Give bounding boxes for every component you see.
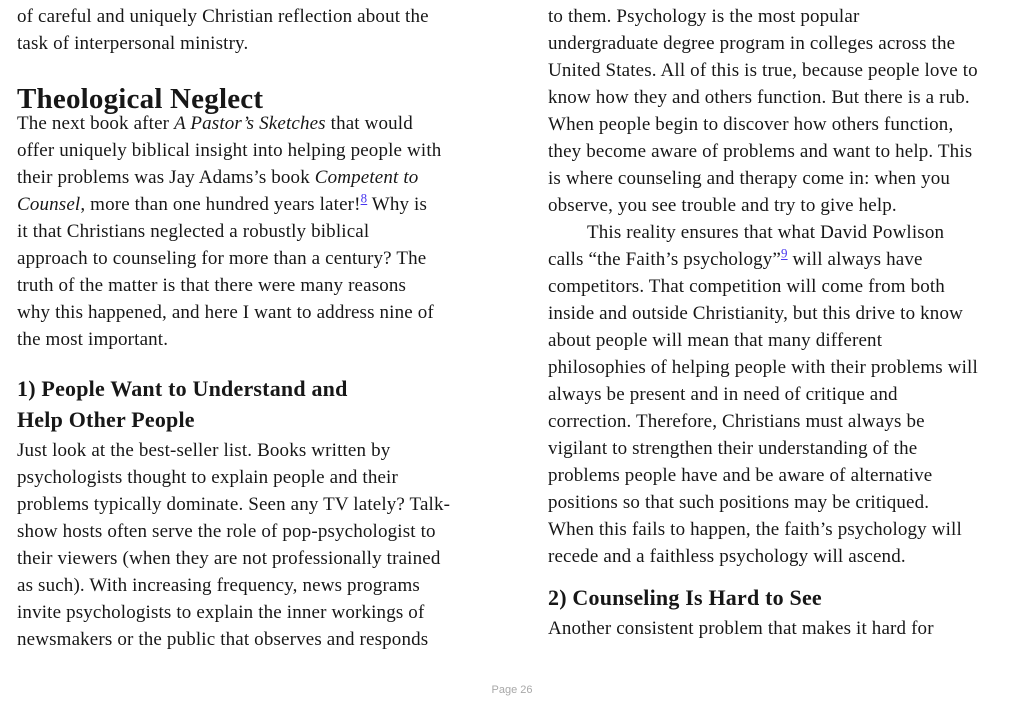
text-line	[17, 545, 493, 572]
text-run: newsmakers or the public that observes and responds	[17, 629, 429, 650]
text-run: A Pastor’s Sketches	[174, 113, 326, 134]
text-run: competitors. That competition will come from both	[548, 276, 945, 297]
footnote-link[interactable]: 8	[360, 190, 368, 206]
page-number: Page 26	[491, 684, 533, 696]
text-line	[548, 3, 1010, 30]
text-run: will always have	[787, 249, 923, 270]
text-line	[548, 516, 1010, 543]
text-line	[548, 543, 1010, 570]
text-run: inside and outside Christianity, but this drive to know	[548, 303, 963, 324]
text-line	[548, 408, 1010, 435]
text-run: calls “the Faith’s psychology”	[548, 249, 781, 270]
text-run: that would	[325, 113, 413, 134]
text-run: approach to counseling for more than a century? The	[17, 248, 427, 269]
text-line	[548, 165, 1010, 192]
text-run: their problems was Jay Adams’s book	[17, 167, 315, 188]
text-run: truth of the matter is that there were many reasons	[17, 275, 407, 296]
text-line	[548, 462, 1010, 489]
section-heading	[17, 81, 493, 115]
subsection-heading	[548, 582, 1010, 613]
heading-line: 2) Counseling Is Hard to See	[548, 585, 822, 610]
text-run: Why is	[367, 194, 428, 215]
text-run: problems people have and be aware of alternative	[548, 465, 933, 486]
text-line	[548, 435, 1010, 462]
subsection-heading	[17, 373, 493, 435]
text-run: their viewers (when they are not professionally trained	[17, 548, 441, 569]
text-run: always be present and in need of critique and	[548, 384, 898, 405]
text-line	[17, 191, 493, 218]
text-run: recede and a faithless psychology will ascend.	[548, 546, 906, 567]
text-run: Another consistent problem that makes it hard for	[548, 618, 934, 639]
text-line	[548, 327, 1010, 354]
paragraph	[17, 110, 493, 353]
text-line	[17, 164, 493, 191]
column-right	[548, 3, 1010, 642]
column-left	[17, 3, 493, 653]
paragraph	[548, 219, 1010, 570]
text-line	[17, 464, 493, 491]
text-run: United States. All of this is true, because people love to	[548, 60, 978, 81]
text-line	[548, 300, 1010, 327]
text-run: positions so that such positions may be critiqued.	[548, 492, 930, 513]
text-run: correction. Therefore, Christians must always be	[548, 411, 925, 432]
text-line	[548, 57, 1010, 84]
text-run: The next book after	[17, 113, 175, 134]
text-run: why this happened, and here I want to address nine of	[17, 302, 434, 323]
heading-line: Theological Neglect	[17, 83, 264, 115]
paragraph	[17, 437, 493, 653]
text-run: This reality ensures that what David Powlison	[587, 222, 945, 243]
text-line	[17, 245, 493, 272]
text-run: know how they and others function. But there is a rub.	[548, 87, 970, 108]
paragraph	[548, 615, 1010, 642]
text-run: offer uniquely biblical insight into helping people with	[17, 140, 442, 161]
text-line	[548, 30, 1010, 57]
text-line	[548, 192, 1010, 219]
text-run: vigilant to strengthen their understanding of the	[548, 438, 918, 459]
text-run: psychologists thought to explain people and their	[17, 467, 398, 488]
text-run: to them. Psychology is the most popular	[548, 6, 860, 27]
text-line	[17, 437, 493, 464]
text-run: it that Christians neglected a robustly biblical	[17, 221, 370, 242]
heading-line: 1) People Want to Understand and	[17, 376, 348, 401]
text-line	[548, 615, 1010, 642]
text-line	[17, 518, 493, 545]
footnote-link[interactable]: 9	[780, 245, 788, 261]
text-line	[17, 3, 493, 30]
text-run: invite psychologists to explain the inner workings of	[17, 602, 425, 623]
text-run: Just look at the best-seller list. Books written by	[17, 440, 391, 461]
text-run: the most important.	[17, 329, 169, 350]
text-run: undergraduate degree program in colleges across the	[548, 33, 956, 54]
text-line	[548, 111, 1010, 138]
text-run: Competent to	[314, 167, 419, 188]
text-run: philosophies of helping people with their problems will	[548, 357, 978, 378]
text-line	[17, 218, 493, 245]
text-run: Counsel	[17, 194, 81, 215]
text-run: observe, you see trouble and try to give help.	[548, 195, 897, 216]
text-run: task of interpersonal ministry.	[17, 33, 249, 54]
text-run: about people will mean that many different	[548, 330, 883, 351]
paragraph	[548, 3, 1010, 219]
heading-line: Help Other People	[17, 407, 195, 432]
text-line	[548, 489, 1010, 516]
text-line	[548, 219, 1010, 246]
text-line	[17, 572, 493, 599]
text-run: they become aware of problems and want to help. This	[548, 141, 973, 162]
text-line	[548, 354, 1010, 381]
text-run: problems typically dominate. Seen any TV lately? Talk-	[17, 494, 451, 515]
text-line	[17, 599, 493, 626]
text-run: When people begin to discover how others function,	[548, 114, 954, 135]
text-line	[548, 246, 1010, 273]
text-run: is where counseling and therapy come in: when you	[548, 168, 951, 189]
text-line	[548, 138, 1010, 165]
text-line	[17, 137, 493, 164]
text-line	[548, 381, 1010, 408]
text-line	[548, 273, 1010, 300]
text-run: When this fails to happen, the faith’s psychology will	[548, 519, 962, 540]
text-line	[17, 626, 493, 653]
text-line	[548, 84, 1010, 111]
text-line	[17, 110, 493, 137]
text-line	[17, 299, 493, 326]
text-run: as such). With increasing frequency, news programs	[17, 575, 420, 596]
text-run: of careful and uniquely Christian reflection about the	[17, 6, 429, 27]
text-line	[17, 326, 493, 353]
text-line	[17, 491, 493, 518]
text-line	[17, 272, 493, 299]
text-run: show hosts often serve the role of pop-psychologist to	[17, 521, 436, 542]
text-line	[17, 30, 493, 57]
text-run: , more than one hundred years later!	[80, 194, 361, 215]
paragraph	[17, 3, 493, 57]
